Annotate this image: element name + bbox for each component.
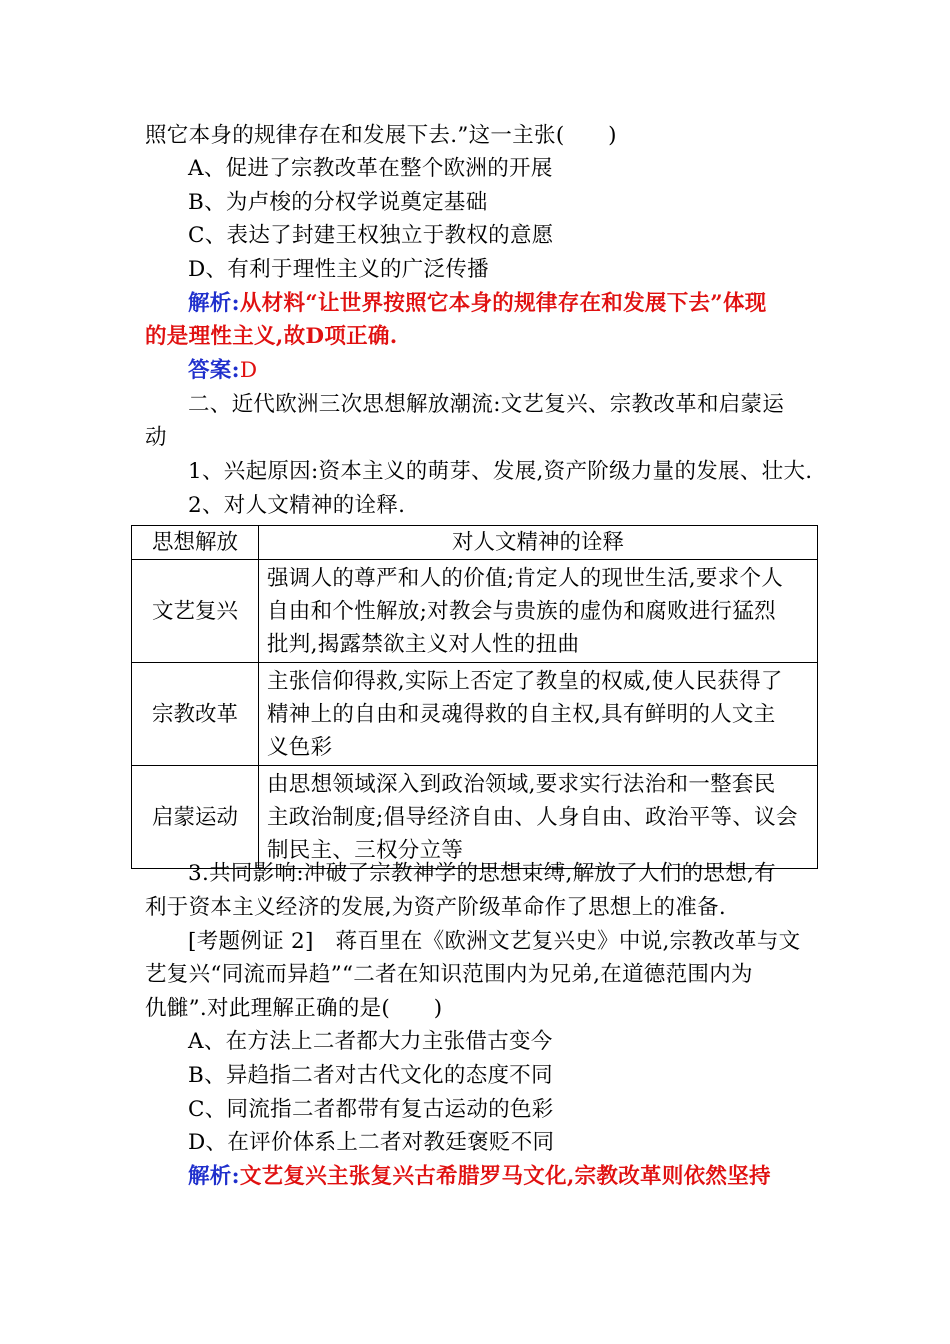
point-2: 2、对人文精神的诠释. (188, 493, 406, 518)
movement-name: 宗教改革 (132, 663, 259, 766)
point-3-cont: 利于资本主义经济的发展,为资产阶级革命作了思想上的准备. (145, 895, 727, 920)
table-header-row (132, 526, 818, 560)
movement-desc (259, 663, 818, 766)
point-1: 1、兴起原因:资本主义的萌芽、发展,资产阶级力量的发展、壮大. (188, 459, 813, 484)
q2-option-a: A、在方法上二者都大力主张借古变今 (188, 1029, 553, 1054)
desc-line: 由思想领域深入到政治领域,要求实行法治和一整套民 (267, 772, 776, 797)
table-row (132, 560, 818, 663)
desc-line: 自由和个性解放;对教会与贵族的虚伪和腐败进行猛烈 (267, 599, 776, 624)
option-d: D、有利于理性主义的广泛传播 (188, 257, 489, 282)
desc-line: 主政治制度;倡导经济自由、人身自由、政治平等、议会 (267, 805, 798, 830)
point-3: 3.共同影响:冲破了宗教神学的思想束缚,解放了人们的思想,有 (188, 861, 776, 886)
analysis-text-cont: 的是理性主义,故D项正确. (145, 324, 398, 349)
table-row (132, 766, 818, 869)
question-2-stem: [考题例证 2] 蒋百里在《欧洲文艺复兴史》中说,宗教改革与文 (188, 929, 801, 954)
answer-value: D (239, 358, 258, 383)
desc-line: 义色彩 (267, 735, 333, 760)
movement-name: 启蒙运动 (132, 766, 259, 869)
question-stem-end: 照它本身的规律存在和发展下去.”这一主张( ) (145, 123, 617, 148)
analysis-line (188, 287, 828, 320)
movement-desc (259, 560, 818, 663)
table-row (132, 663, 818, 766)
answer-label: 答案: (188, 358, 240, 383)
analysis-text: 从材料“让世界按照它本身的规律存在和发展下去”体现 (239, 291, 767, 316)
humanism-table (131, 525, 818, 869)
section-heading: 二、近代欧洲三次思想解放潮流:文艺复兴、宗教改革和启蒙运 (188, 392, 785, 417)
desc-line: 批判,揭露禁欲主义对人性的扭曲 (267, 632, 580, 657)
analysis-label: 解析: (188, 291, 240, 316)
movement-name: 文艺复兴 (132, 560, 259, 663)
question-2-stem-cont: 艺复兴“同流而异趋”“二者在知识范围内为兄弟,在道德范围内为 (145, 962, 753, 987)
option-c: C、表达了封建王权独立于教权的意愿 (188, 223, 554, 248)
q2-option-c: C、同流指二者都带有复古运动的色彩 (188, 1097, 554, 1122)
q2-option-b: B、异趋指二者对古代文化的态度不同 (188, 1063, 553, 1088)
header-interpretation: 对人文精神的诠释 (259, 526, 818, 560)
section-heading-cont: 动 (145, 425, 167, 450)
option-b: B、为卢梭的分权学说奠定基础 (188, 190, 488, 215)
desc-line: 强调人的尊严和人的价值;肯定人的现世生活,要求个人 (267, 566, 784, 591)
desc-line: 精神上的自由和灵魂得救的自主权,具有鲜明的人文主 (267, 702, 776, 727)
desc-line: 制民主、三权分立等 (267, 838, 464, 863)
question-2-stem-end: 仇雠”.对此理解正确的是( ) (145, 996, 443, 1021)
answer-line (188, 354, 828, 387)
desc-line: 主张信仰得救,实际上否定了教皇的权威,使人民获得了 (267, 669, 783, 694)
analysis-text: 文艺复兴主张复兴古希腊罗马文化,宗教改革则依然坚持 (239, 1164, 771, 1189)
q2-option-d: D、在评价体系上二者对教廷褒贬不同 (188, 1130, 555, 1155)
option-a: A、促进了宗教改革在整个欧洲的开展 (188, 156, 553, 181)
movement-desc (259, 766, 818, 869)
header-movement: 思想解放 (132, 526, 259, 560)
analysis-label: 解析: (188, 1164, 240, 1189)
q2-analysis-line (188, 1160, 828, 1193)
